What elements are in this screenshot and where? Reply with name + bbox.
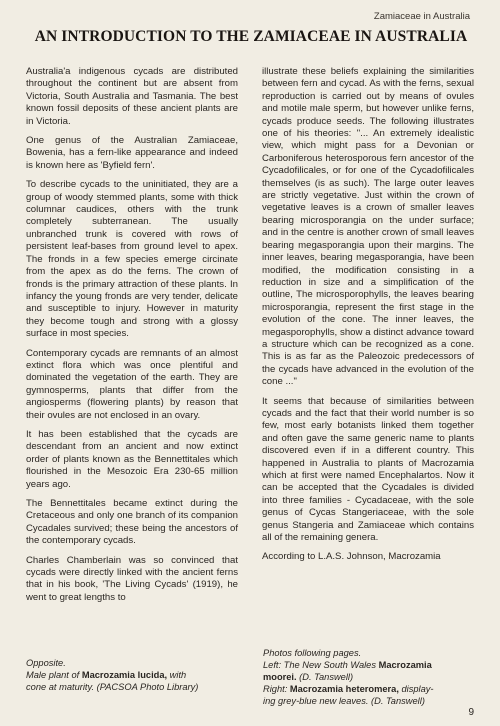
paragraph: Australia'a indigenous cycads are distributed throughout the continent but are absent from Victoria, South Australia and Tasmania. The best known fossil deposits of these ancient plants are in Victoria. — [26, 66, 238, 127]
paragraph: Contemporary cycads are remnants of an almost extinct flora which was once plentiful and dominated the vegetation of the earth. They are gymnosperms, plants that differ from the angiosperms (flowering plants) by reason that their ovules are not enclosed in an ovary. — [26, 347, 238, 421]
caption-line: cone at maturity. (PACSOA Photo Library) — [26, 682, 199, 692]
paragraph: To describe cycads to the uninitiated, they are a group of woody stemmed plants, some with thick columnar caudices, others with the trunk completely subterranean. The usually unbranched trunk is covered with rows of persistent leaf-bases from ground level to apex. The fronds in a few species emerge circinate from the apex as do the ferns. The crown of fronds is the primary attraction of these plants. In infancy the young fronds are very tender, delicate and susceptible to injury. However in maturity they become tough and strong with a glossy surface in most species. — [26, 179, 238, 340]
species-name: moorei. — [263, 672, 297, 682]
species-name: Macrozamia heteromera, — [289, 684, 399, 694]
caption-line: Opposite. — [26, 658, 66, 668]
caption-line — [263, 683, 479, 695]
caption-line — [263, 659, 479, 671]
caption-text: Right: — [263, 684, 290, 694]
paragraph: It seems that because of similarities between cycads and the fact that their world number is so few, most early botanists linked them together and often gave the same generic name to plants discovered even if in a different country. This happened in Australia to plants of Macrozamia which at first were named Encephalartos. Now it can be accepted that the Cycadales is divided into three families - Cycadaceae, with the sole genus of Cycas Stangeriaceae, with the sole genus Stangeria and Zamiaceae which contains all of the remaining genera. — [262, 395, 474, 544]
article-title: AN INTRODUCTION TO THE ZAMIACEAE IN AUSTRALIA — [34, 28, 468, 45]
caption-line: Photos following pages. — [263, 648, 362, 658]
paragraph: Charles Chamberlain was so convinced that cycads were directly linked with the ancient ferns that in his book, 'The Living Cycads' (1919), he went to great lengths to — [26, 554, 238, 603]
caption-text: Left: The New South Wales — [263, 660, 379, 670]
paragraph: It has been established that the cycads are descendant from an ancient and now extinct order of plants known as the Bennettitales which flourished in the Mesozoic Era 230-65 million years ago. — [26, 428, 238, 490]
caption-text: display- — [398, 684, 434, 694]
left-column — [26, 66, 238, 611]
caption-line: ing grey-blue new leaves. (D. Tanswell) — [263, 696, 425, 706]
paragraph: According to L.A.S. Johnson, Macrozamia — [262, 551, 441, 563]
paragraph: One genus of the Australian Zamiaceae, Bowenia, has a fern-like appearance and indeed is known here as 'Byfield fern'. — [26, 135, 238, 171]
photo-caption-following — [263, 647, 479, 707]
running-head: Zamiaceae in Australia — [373, 11, 470, 22]
photo-caption-opposite — [26, 657, 258, 693]
page-number: 9 — [468, 707, 474, 718]
species-name: Macrozamia lucida, — [81, 670, 168, 680]
right-column — [262, 66, 474, 571]
caption-line — [26, 669, 258, 681]
caption-text: (D. Tanswell) — [296, 672, 354, 682]
caption-text: Male plant of — [26, 670, 82, 680]
caption-line — [263, 671, 479, 683]
paragraph: The Bennettitales became extinct during the Cretaceous and only one branch of its companion Cycadales survived; these being the ancestors of the contemporary cycads. — [26, 498, 238, 547]
paragraph: illustrate these beliefs explaining the similarities between fern and cycad. As with the ferns, sexual reproduction is carried out by means of ovules and motile male sperm, but however unlike ferns, cycads produce seeds. The following illustrates one of his theories: "... An extremely idealistic view, which might pass for a Devonian or Carboniferous heterosporous fern ancestor of the Cycadofilicales, or for one of the Cycadofilicales themselves (is as such). The large outer leaves are strictly vegetative. Just within the crown of vegetative leaves is a crown of smaller leaves bearing microsporangia on the under surface; and in the centre is another crown of small leaves bearing megasporangia upon their margins. The inner leaves, bearing megasporangia, have been modified, the modification consisting in a reduction in size and a simplification of the outline, The microsporophylls, the leaves bearing microsporangia, represent the first stage in the evolution of the cone. The inner leaves, the megasporophylls, show a distinct advance toward a structure which can be recognized as a cone. This is as far as the Paleozoic predecessors of the cycads have advanced in the evolution of the cone ..." — [262, 66, 474, 388]
caption-text: with — [167, 670, 187, 680]
species-name: Macrozamia — [378, 660, 432, 670]
